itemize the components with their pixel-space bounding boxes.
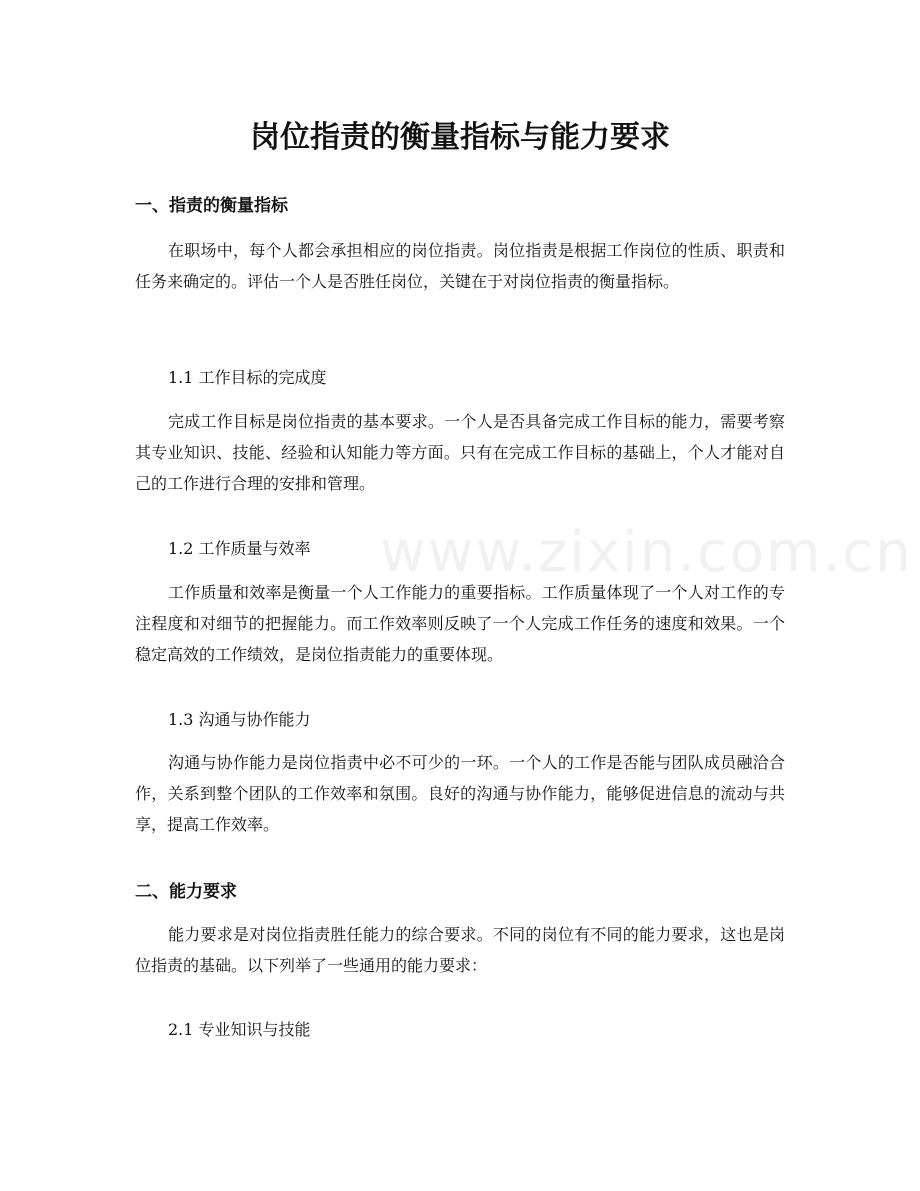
subsection-heading-2-1: 2.1 专业知识与技能 [168, 1020, 311, 1039]
watermark: www.zixin.com.cn [380, 520, 913, 585]
subsection-1-3-text: 沟通与协作能力是岗位指责中必不可少的一环。一个人的工作是否能与团队成员融洽合作，关系到整个团队的工作效率和氛围。良好的沟通与协作能力，能够促进信息的流动与共享，提高工作效率。 [135, 753, 785, 834]
section-heading-1: 一、指责的衡量指标 [135, 196, 288, 216]
subsection-heading-1-3: 1.3 沟通与协作能力 [168, 710, 311, 729]
section-1-intro: 在职场中，每个人都会承担相应的岗位指责。岗位指责是根据工作岗位的性质、职责和任务来确定的。评估一个人是否胜任岗位，关键在于对岗位指责的衡量指标。 [135, 241, 785, 291]
subsection-1-2-text: 工作质量和效率是衡量一个人工作能力的重要指标。工作质量体现了一个人对工作的专注程度和对细节的把握能力。而工作效率则反映了一个人完成工作任务的速度和效果。一个稳定高效的工作绩效，是岗位指责能力的重要体现。 [135, 583, 785, 664]
document-title: 岗位指责的衡量指标与能力要求 [250, 120, 670, 155]
subsection-1-1-text: 完成工作目标是岗位指责的基本要求。一个人是否具备完成工作目标的能力，需要考察其专业知识、技能、经验和认知能力等方面。只有在完成工作目标的基础上，个人才能对自己的工作进行合理的安排和管理。 [135, 412, 785, 493]
subsection-heading-1-2: 1.2 工作质量与效率 [168, 539, 311, 558]
section-heading-2: 二、能力要求 [135, 882, 237, 902]
subsection-heading-1-1: 1.1 工作目标的完成度 [168, 368, 327, 387]
section-2-intro: 能力要求是对岗位指责胜任能力的综合要求。不同的岗位有不同的能力要求，这也是岗位指责的基础。以下列举了一些通用的能力要求： [135, 925, 785, 975]
